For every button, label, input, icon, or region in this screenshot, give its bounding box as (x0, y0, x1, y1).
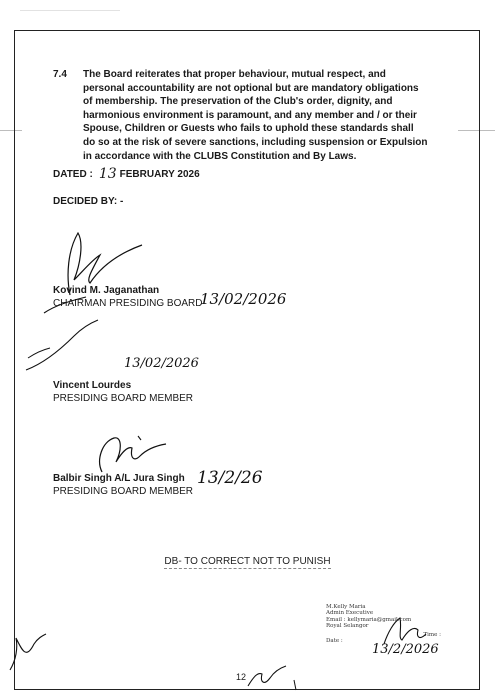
scan-artifact (20, 10, 120, 11)
stamp-email-value: kellymaria@gmail.com (347, 616, 412, 623)
margin-initials (4, 630, 50, 676)
dated-line (53, 166, 200, 182)
stamp-title: Admin Executive (326, 610, 374, 617)
dated-month-year: FEBRUARY 2026 (119, 168, 200, 180)
signatory-vincent (53, 380, 193, 405)
stamp-time-label: Time : (423, 631, 441, 638)
page-number: 12 (236, 672, 247, 682)
stamp-email-label: Email : (326, 616, 346, 623)
signature-date-handwritten: 13/2/26 (197, 468, 263, 488)
page-initials (244, 662, 304, 692)
signatory-name: Kovind M. Jaganathan (53, 285, 160, 296)
signatory-role: CHAIRMAN PRESIDING BOARD (53, 297, 203, 309)
signatory-role: PRESIDING BOARD MEMBER (53, 392, 194, 404)
signature-date-handwritten: 13/02/2026 (200, 290, 287, 308)
signatory-chairman (53, 285, 202, 310)
stamp-date-handwritten: 13/2/2026 (372, 642, 439, 657)
dated-label: DATED : (53, 168, 93, 180)
dated-day-handwritten: 13 (98, 166, 117, 182)
stamp-org: Royal Selangor (326, 623, 369, 630)
footer-note (0, 556, 495, 567)
clause-text: The Board reiterates that proper behaviour, mutual respect, and personal accountability are not optional but are mandatory obligations of membership. The preservation of the Club's order, dignity, and harmonious environment is paramount, and any member and / or their Spouse, Children or Guests who fails to uphold these standards shall do so at the risk of severe sanctions, including suspension or Expulsion in accordance with the CLUBS Constitution and By Laws. (83, 69, 428, 162)
stamp-name: M.Kelly Maria (326, 604, 366, 610)
signatory-name: Balbir Singh A/L Jura Singh (53, 473, 185, 484)
signature-vincent (22, 318, 112, 376)
footer-note-text: DB- TO CORRECT NOT TO PUNISH (164, 556, 331, 567)
signatory-name: Vincent Lourdes (53, 380, 132, 391)
decided-by-label: DECIDED BY: - (53, 196, 124, 207)
signatory-role: PRESIDING BOARD MEMBER (53, 485, 194, 497)
clause-number: 7.4 (53, 69, 67, 80)
signatory-balbir (53, 473, 193, 498)
signature-date-handwritten: 13/02/2026 (124, 356, 199, 371)
stamp-date-label: Date : (326, 638, 343, 645)
